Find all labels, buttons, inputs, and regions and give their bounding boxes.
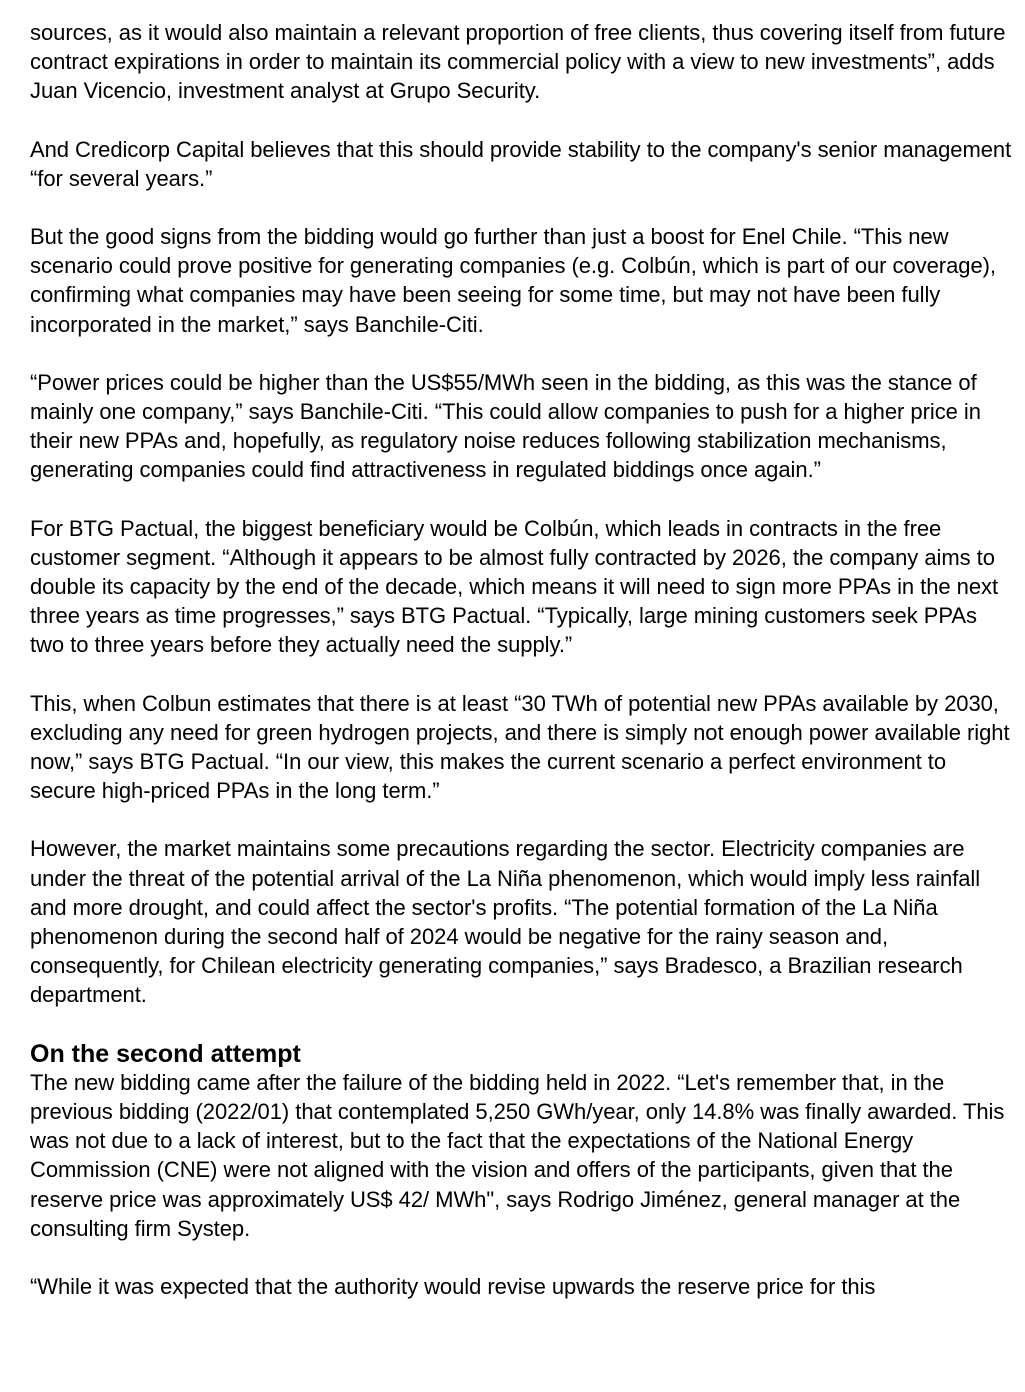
article-paragraph: For BTG Pactual, the biggest beneficiary would be Colbún, which leads in contracts in the free customer segment. “Although it appears to be almost fully contracted by 2026, the company aims to double its capacity by the end of the decade, which means it will need to sign more PPAs in the next three years as time progresses,” says BTG Pactual. “Typically, large mining customers seek PPAs two to three years before they actually need the supply.” — [30, 515, 999, 658]
article-paragraph: But the good signs from the bidding would go further than just a boost for Enel Chile. “This new scenario could prove positive for generating companies (e.g. Colbún, which is part of our coverage), confirming what companies may have been seeing for some time, but may not have been fully incorporated in the market,” says Banchile-Citi. — [30, 224, 996, 337]
article-paragraph: And Credicorp Capital believes that this should provide stability to the company's senior management “for several years.” — [30, 136, 1012, 191]
article-paragraph: “While it was expected that the authority would revise upwards the reserve price for this — [30, 1273, 876, 1299]
article-body — [30, 18, 1015, 1301]
article-paragraph: “Power prices could be higher than the US$55/MWh seen in the bidding, as this was the stance of mainly one company,” says Banchile-Citi. “This could allow companies to push for a higher price in their new PPAs and, hopefully, as regulatory noise reduces following stabilization mechanisms, generating companies could find attractiveness in regulated biddings once again.” — [30, 369, 981, 483]
section-heading: On the second attempt — [30, 1039, 301, 1068]
article-paragraph: The new bidding came after the failure of the bidding held in 2022. “Let's remember that, in the previous bidding (2022/01) that contemplated 5,250 GWh/year, only 14.8% was finally awarded. This was not due to a lack of interest, but to the fact that the expectations of the National Energy Commission (CNE) were not aligned with the vision and offers of the participants, given that the reserve price was approximately US$ 42/ MWh", says Rodrigo Jiménez, general manager at the consulting firm Systep. — [30, 1069, 1005, 1241]
article-paragraph: sources, as it would also maintain a relevant proportion of free clients, thus covering itself from future contract expirations in order to maintain its commercial policy with a view to new investments”, adds Juan Vicencio, investment analyst at Grupo Security. — [30, 20, 1006, 104]
article-paragraph: However, the market maintains some precautions regarding the sector. Electricity companies are under the threat of the potential arrival of the La Niña phenomenon, which would imply less rainfall and more drought, and could affect the sector's profits. “The potential formation of the La Niña phenomenon during the second half of 2024 would be negative for the rainy season and, consequently, for Chilean electricity generating companies,” says Bradesco, a Brazilian research department. — [30, 836, 981, 1008]
article-paragraph: This, when Colbun estimates that there is at least “30 TWh of potential new PPAs available by 2030, excluding any need for green hydrogen projects, and there is simply not enough power available right now,” says BTG Pactual. “In our view, this makes the current scenario a perfect environment to secure high-priced PPAs in the long term.” — [30, 690, 1010, 804]
